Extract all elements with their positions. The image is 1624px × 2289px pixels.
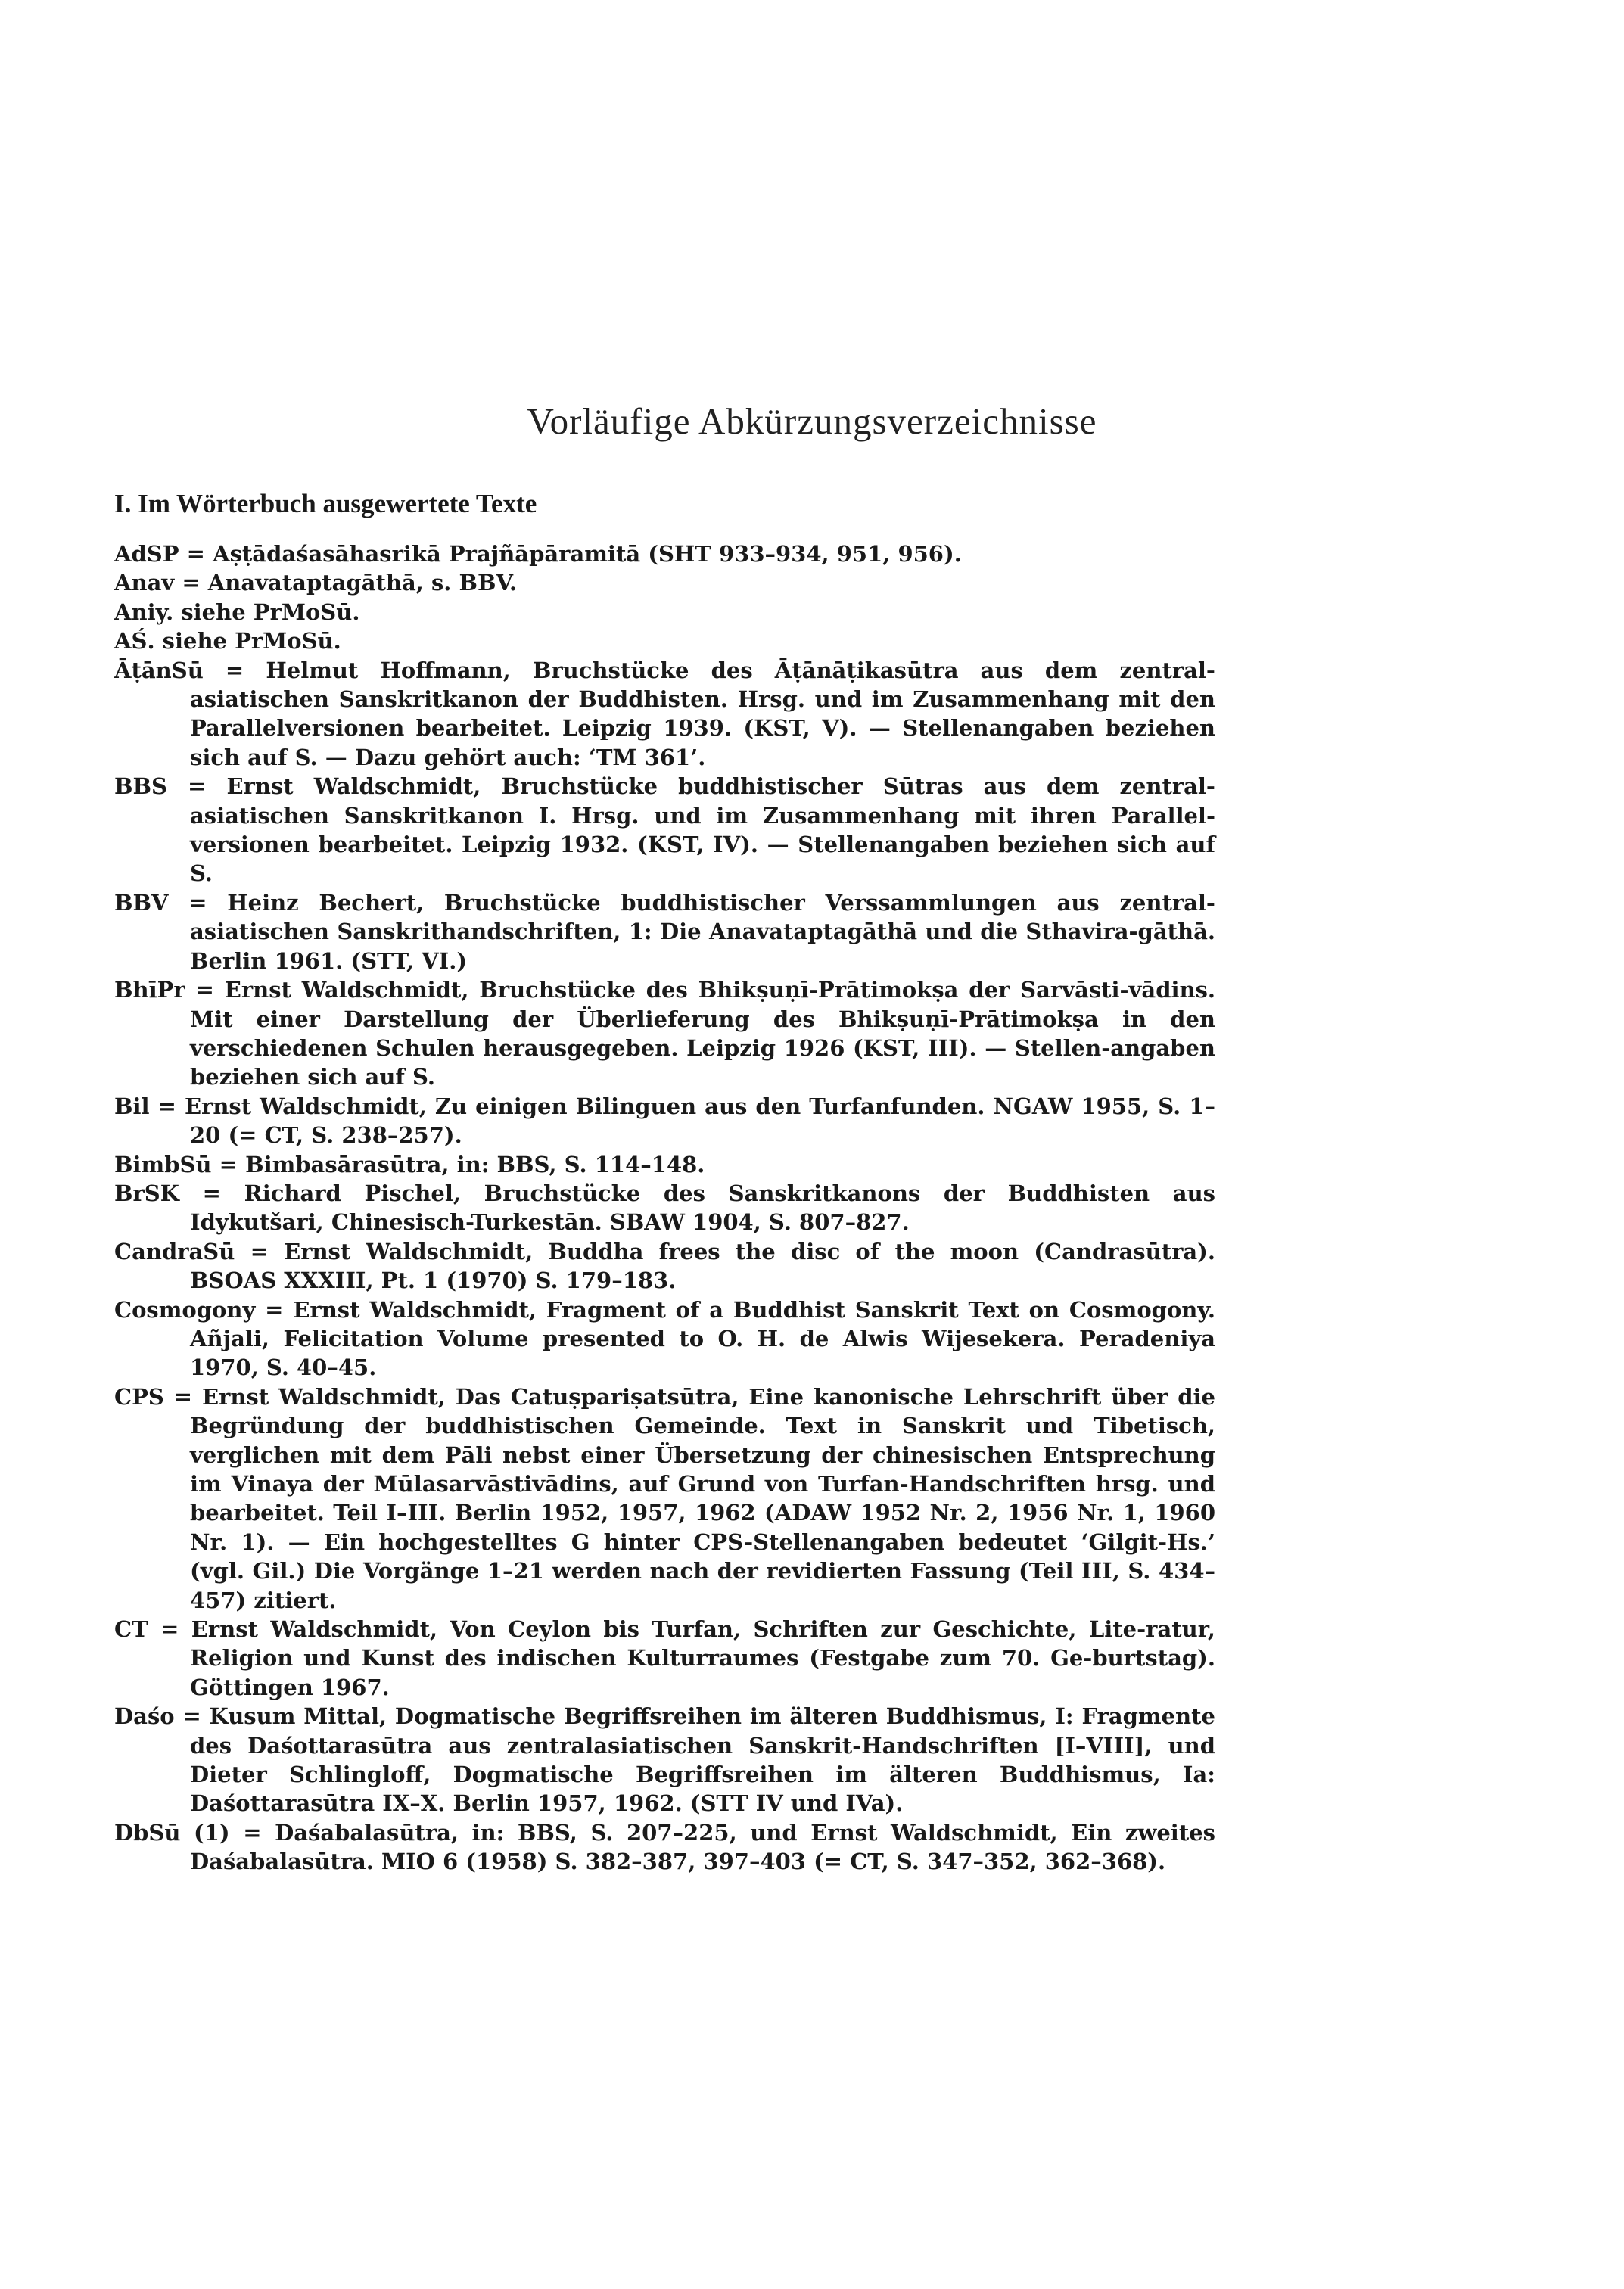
entry-aniy xyxy=(114,598,1215,627)
entry-sep: = xyxy=(182,570,201,596)
entry-abbr: Aniy. xyxy=(114,599,174,625)
entry-sep: = xyxy=(186,541,205,567)
entry-abbr: AdSP xyxy=(114,541,179,567)
entry-text: Ernst Waldschmidt, Bruchstücke des Bhikṣuṇī-Prātimokṣa der Sarvāsti-vādins. Mit einer Darstellung der Überlieferung des Bhikṣuṇī-Prātimokṣa in den verschiedenen Schulen herausgegeben. Leipzig 1926 (KST, III). — Stellen-angaben beziehen sich auf S. xyxy=(190,977,1215,1090)
entry-text: Ernst Waldschmidt, Das Catuṣpariṣatsūtra, Eine kanonische Lehrschrift über die Begründung der buddhistischen Gemeinde. Text in Sanskrit und Tibetisch, verglichen mit dem Pāli nebst einer Übersetzung der chinesischen Entsprechung im Vinaya der Mūlasarvāstivādins, auf Grund von Turfan-Handschriften hrsg. und bearbeitet. Teil I–III. Berlin 1952, 1957, 1962 (ADAW 1952 Nr. 2, 1956 Nr. 1, 1960 Nr. 1). — Ein hochgestelltes G hinter CPS-Stellenangaben bedeutet ‘Gilgit-Hs.’ (vgl. Gil.) Die Vorgänge 1–21 werden nach der revidierten Fassung (Teil III, S. 434–457) zitiert. xyxy=(190,1383,1215,1613)
entry-abbr: ĀṭānSū xyxy=(114,657,204,683)
entry-sep: = xyxy=(195,977,214,1003)
entry-text: siehe PrMoSū. xyxy=(181,599,360,625)
entry-daso xyxy=(114,1702,1215,1818)
entry-candrasu xyxy=(114,1237,1215,1295)
entry-text: Richard Pischel, Bruchstücke des Sanskritkanons der Buddhisten aus Idykutšari, Chinesisch-Turkestān. SBAW 1904, S. 807–827. xyxy=(190,1180,1215,1236)
page-title: Vorläufige Abkürzungsverzeichnisse xyxy=(527,400,1097,442)
entry-as xyxy=(114,627,1215,655)
entry-text: siehe PrMoSū. xyxy=(162,628,341,655)
entry-sep: = xyxy=(202,1180,221,1206)
entry-sep: = xyxy=(243,1819,262,1846)
entry-abbr: BhīPr xyxy=(114,977,185,1003)
entry-abbr: BBS xyxy=(114,773,167,800)
entry-bil xyxy=(114,1092,1215,1150)
entry-sep: = xyxy=(188,773,207,800)
entry-ct xyxy=(114,1615,1215,1702)
entry-sep: = xyxy=(250,1238,269,1264)
entry-text: Aṣṭādaśasāhasrikā Prajñāpāramitā (SHT 933–934, 951, 956). xyxy=(213,541,962,567)
entry-sep: = xyxy=(182,1703,201,1730)
entry-sep: = xyxy=(188,889,207,916)
abbreviation-list xyxy=(114,540,1215,1877)
entry-abbr: Cosmogony xyxy=(114,1296,256,1323)
entry-sep: = xyxy=(160,1616,179,1643)
entry-text: Ernst Waldschmidt, Fragment of a Buddhist Sanskrit Text on Cosmogony. Añjali, Felicitation Volume presented to O. H. de Alwis Wijesekera. Peradeniya 1970, S. 40–45. xyxy=(190,1296,1215,1381)
entry-abbr: AŚ. xyxy=(114,628,155,655)
entry-anav xyxy=(114,568,1215,597)
entry-abbr: CandraSū xyxy=(114,1238,235,1264)
entry-text: Ernst Waldschmidt, Bruchstücke buddhistischer Sūtras aus dem zentral-asiatischen Sanskritkanon I. Hrsg. und im Zusammenhang mit ihren Parallel-versionen bearbeitet. Leipzig 1932. (KST, IV). — Stellenangaben beziehen sich auf S. xyxy=(190,773,1215,887)
entry-bbs xyxy=(114,772,1215,888)
entry-dbsu-1 xyxy=(114,1818,1215,1877)
entry-abbr: CT xyxy=(114,1616,148,1643)
entry-cps xyxy=(114,1382,1215,1615)
entry-adsp xyxy=(114,540,1215,568)
entry-text: Kusum Mittal, Dogmatische Begriffsreihen im älteren Buddhismus, I: Fragmente des Daśottarasūtra aus zentralasiatischen Sanskrit-Handschriften [I–VIII], und Dieter Schlingloff, Dogmatische Begriffsreihen im älteren Buddhismus, Ia: Daśottarasūtra IX–X. Berlin 1957, 1962. (STT IV und IVa). xyxy=(190,1703,1215,1817)
entry-bhipr xyxy=(114,975,1215,1092)
entry-sep: = xyxy=(265,1296,284,1323)
entry-abbr: Bil xyxy=(114,1093,150,1119)
section-heading: I. Im Wörterbuch ausgewertete Texte xyxy=(114,489,537,518)
entry-abbr: DbSū (1) xyxy=(114,1819,230,1846)
entry-sep: = xyxy=(225,657,244,683)
entry-text: Heinz Bechert, Bruchstücke buddhistischer Verssammlungen aus zentral-asiatischen Sanskrithandschriften, 1: Die Anavataptagāthā und die Sthavira-gāthā. Berlin 1961. (STT, VI.) xyxy=(190,889,1215,974)
entry-bimbsu xyxy=(114,1150,1215,1179)
entry-abbr: BimbSū xyxy=(114,1151,212,1177)
entry-sep: = xyxy=(157,1093,176,1119)
entry-text: Bimbasārasūtra, in: BBS, S. 114–148. xyxy=(245,1151,705,1177)
entry-sep: = xyxy=(219,1151,238,1177)
entry-sep: = xyxy=(173,1383,193,1410)
entry-text: Daśabalasūtra, in: BBS, S. 207–225, und Ernst Waldschmidt, Ein zweites Daśabalasūtra. MIO 6 (1958) S. 382–387, 397–403 (= CT, S. 347–352, 362–368). xyxy=(190,1819,1215,1875)
entry-bbv xyxy=(114,888,1215,975)
entry-abbr: BBV xyxy=(114,889,169,916)
entry-cosmogony xyxy=(114,1295,1215,1382)
entry-text: Ernst Waldschmidt, Zu einigen Bilinguen aus den Turfanfunden. NGAW 1955, S. 1–20 (= CT, S. 238–257). xyxy=(184,1093,1215,1149)
entry-text: Helmut Hoffmann, Bruchstücke des Āṭānāṭikasūtra aus dem zentral-asiatischen Sanskritkanon der Buddhisten. Hrsg. und im Zusammenhang mit den Parallelversionen bearbeitet. Leipzig 1939. (KST, V). — Stellenangaben beziehen sich auf S. — Dazu gehört auch: ‘TM 361’. xyxy=(190,657,1215,770)
entry-text: Ernst Waldschmidt, Buddha frees the disc of the moon (Candrasūtra). BSOAS XXXIII, Pt. 1 (1970) S. 179–183. xyxy=(190,1238,1215,1294)
entry-brsk xyxy=(114,1179,1215,1237)
entry-abbr: Daśo xyxy=(114,1703,175,1730)
entry-abbr: Anav xyxy=(114,570,175,596)
entry-abbr: CPS xyxy=(114,1383,164,1410)
entry-abbr: BrSK xyxy=(114,1180,179,1206)
entry-atansu xyxy=(114,656,1215,773)
entry-text: Anavataptagāthā, s. BBV. xyxy=(207,570,518,596)
entry-text: Ernst Waldschmidt, Von Ceylon bis Turfan, Schriften zur Geschichte, Lite-ratur, Religion und Kunst des indischen Kulturraumes (Festgabe zum 70. Ge-burtstag). Göttingen 1967. xyxy=(190,1616,1215,1700)
